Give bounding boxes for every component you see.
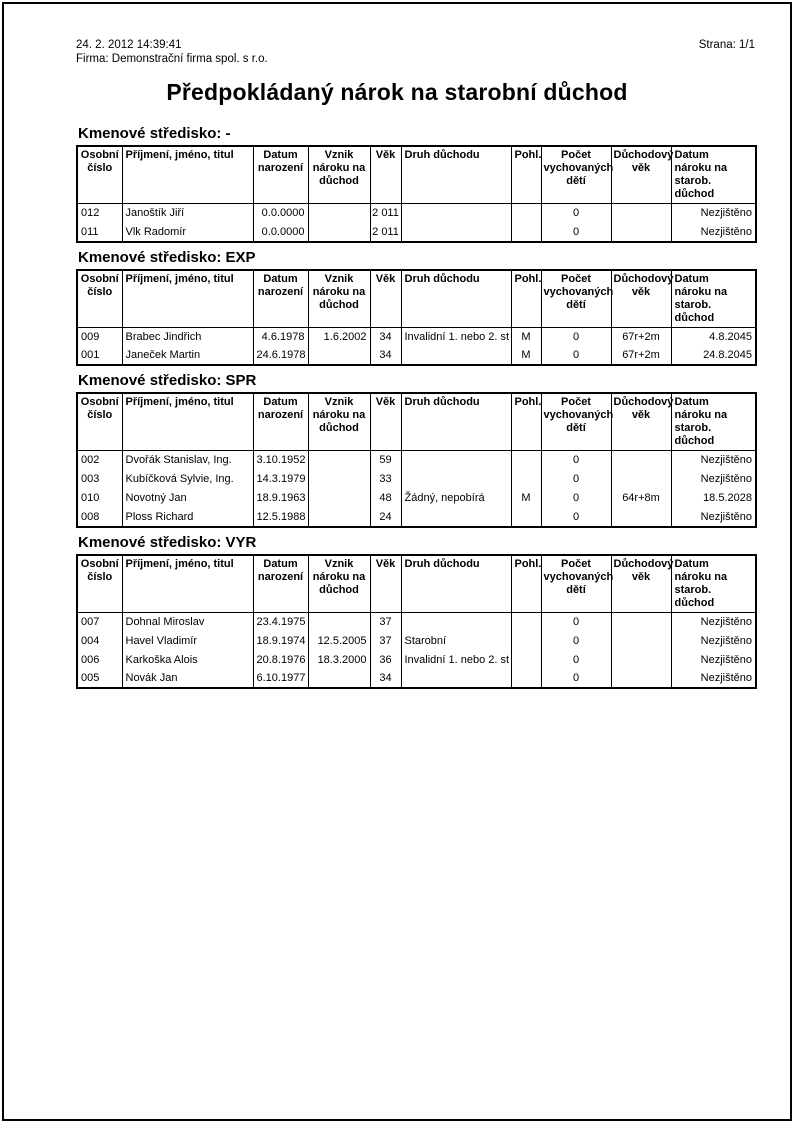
table-row [77, 612, 756, 631]
cell-retirement-age [611, 650, 671, 669]
cell-personal-number: 008 [77, 508, 122, 527]
table-row [77, 204, 756, 223]
cell-name: Vlk Radomír [122, 223, 253, 242]
cell-retirement-age [611, 451, 671, 470]
cell-name: Novotný Jan [122, 489, 253, 508]
cell-birth-date: 23.4.1975 [253, 612, 308, 631]
cell-name: Dohnal Miroslav [122, 612, 253, 631]
cell-birth-date: 18.9.1963 [253, 489, 308, 508]
cell-personal-number: 002 [77, 451, 122, 470]
cell-pension-type [401, 223, 511, 242]
column-header-old-age-claim-date: Datum nároku na starob. důchod [671, 146, 756, 204]
cell-personal-number: 009 [77, 327, 122, 346]
column-header-retirement-age: Důchodový věk [611, 393, 671, 451]
cell-pension-type [401, 204, 511, 223]
table-row [77, 650, 756, 669]
header-row [77, 270, 756, 328]
column-header-name: Příjmení, jméno, titul [122, 393, 253, 451]
cell-pension-type [401, 612, 511, 631]
pension-table [76, 269, 757, 367]
cell-claim-origin [308, 669, 370, 688]
column-header-children-raised: Počet vychovaných dětí [541, 270, 611, 328]
column-header-name: Příjmení, jméno, titul [122, 146, 253, 204]
cell-retirement-age [611, 508, 671, 527]
cell-pension-type: Invalidní 1. nebo 2. st [401, 650, 511, 669]
column-header-claim-origin: Vznik nároku na důchod [308, 393, 370, 451]
column-header-birth-date: Datum narození [253, 393, 308, 451]
page-number: Strana: 1/1 [698, 39, 755, 51]
pension-table [76, 392, 757, 528]
cell-pension-type [401, 346, 511, 365]
cell-sex [511, 223, 541, 242]
cell-sex: M [511, 327, 541, 346]
cell-claim-origin: 18.3.2000 [308, 650, 370, 669]
cell-sex: M [511, 489, 541, 508]
column-header-claim-origin: Vznik nároku na důchod [308, 146, 370, 204]
cell-claim-origin: 1.6.2002 [308, 327, 370, 346]
cell-retirement-age: 67r+2m [611, 346, 671, 365]
table-row [77, 327, 756, 346]
section-heading: Kmenové středisko: EXP [78, 248, 256, 266]
cell-age: 48 [370, 489, 401, 508]
column-header-claim-origin: Vznik nároku na důchod [308, 555, 370, 613]
cell-birth-date: 20.8.1976 [253, 650, 308, 669]
cell-children-raised: 0 [541, 223, 611, 242]
cell-age: 36 [370, 650, 401, 669]
column-header-retirement-age: Důchodový věk [611, 146, 671, 204]
cell-children-raised: 0 [541, 650, 611, 669]
table-row [77, 631, 756, 650]
cell-claim-origin [308, 470, 370, 489]
report-section [76, 125, 755, 243]
cell-age: 34 [370, 346, 401, 365]
header-row [77, 393, 756, 451]
cell-age: 37 [370, 612, 401, 631]
cell-age: 2 011 [370, 223, 401, 242]
cell-pension-type [401, 451, 511, 470]
report-sections [76, 125, 755, 689]
cell-children-raised: 0 [541, 327, 611, 346]
cell-old-age-claim-date: Nezjištěno [671, 669, 756, 688]
column-header-old-age-claim-date: Datum nároku na starob. důchod [671, 555, 756, 613]
column-header-personal-number: Osobní číslo [77, 146, 122, 204]
cell-name: Havel Vladimír [122, 631, 253, 650]
header-row [77, 555, 756, 613]
column-header-personal-number: Osobní číslo [77, 393, 122, 451]
cell-old-age-claim-date: Nezjištěno [671, 612, 756, 631]
cell-retirement-age: 67r+2m [611, 327, 671, 346]
cell-birth-date: 3.10.1952 [253, 451, 308, 470]
column-header-children-raised: Počet vychovaných dětí [541, 555, 611, 613]
cell-age: 33 [370, 470, 401, 489]
cell-pension-type: Starobní [401, 631, 511, 650]
cell-birth-date: 18.9.1974 [253, 631, 308, 650]
report-content [4, 4, 790, 689]
report-title: Předpokládaný nárok na starobní důchod [166, 79, 628, 105]
cell-claim-origin [308, 508, 370, 527]
cell-sex [511, 669, 541, 688]
cell-sex [511, 451, 541, 470]
cell-children-raised: 0 [541, 204, 611, 223]
cell-birth-date: 24.6.1978 [253, 346, 308, 365]
cell-birth-date: 0.0.0000 [253, 204, 308, 223]
cell-birth-date: 14.3.1979 [253, 470, 308, 489]
cell-name: Janeček Martin [122, 346, 253, 365]
section-heading: Kmenové středisko: VYR [78, 533, 257, 551]
cell-birth-date: 4.6.1978 [253, 327, 308, 346]
pension-table [76, 145, 757, 243]
cell-old-age-claim-date: 24.8.2045 [671, 346, 756, 365]
cell-old-age-claim-date: Nezjištěno [671, 631, 756, 650]
cell-personal-number: 007 [77, 612, 122, 631]
cell-children-raised: 0 [541, 631, 611, 650]
report-section [76, 534, 755, 690]
cell-name: Ploss Richard [122, 508, 253, 527]
cell-claim-origin [308, 612, 370, 631]
cell-personal-number: 003 [77, 470, 122, 489]
cell-children-raised: 0 [541, 451, 611, 470]
cell-personal-number: 006 [77, 650, 122, 669]
print-datetime: 24. 2. 2012 14:39:41 [76, 39, 182, 51]
table-row [77, 470, 756, 489]
cell-old-age-claim-date: Nezjištěno [671, 204, 756, 223]
cell-pension-type [401, 470, 511, 489]
cell-pension-type [401, 669, 511, 688]
cell-personal-number: 004 [77, 631, 122, 650]
table-row [77, 451, 756, 470]
column-header-age: Věk [370, 270, 401, 328]
cell-age: 37 [370, 631, 401, 650]
cell-retirement-age [611, 204, 671, 223]
pension-table [76, 554, 757, 690]
cell-claim-origin [308, 223, 370, 242]
column-header-birth-date: Datum narození [253, 146, 308, 204]
table-row [77, 223, 756, 242]
cell-children-raised: 0 [541, 508, 611, 527]
report-section [76, 372, 755, 528]
cell-age: 34 [370, 327, 401, 346]
cell-age: 2 011 [370, 204, 401, 223]
cell-personal-number: 011 [77, 223, 122, 242]
cell-sex: M [511, 346, 541, 365]
column-header-retirement-age: Důchodový věk [611, 555, 671, 613]
column-header-name: Příjmení, jméno, titul [122, 555, 253, 613]
table-row [77, 489, 756, 508]
cell-claim-origin: 12.5.2005 [308, 631, 370, 650]
column-header-sex: Pohl. [511, 555, 541, 613]
column-header-pension-type: Druh důchodu [401, 555, 511, 613]
cell-retirement-age: 64r+8m [611, 489, 671, 508]
cell-age: 34 [370, 669, 401, 688]
cell-birth-date: 6.10.1977 [253, 669, 308, 688]
cell-sex [511, 204, 541, 223]
cell-sex [511, 650, 541, 669]
cell-sex [511, 470, 541, 489]
report-header [76, 38, 755, 66]
section-heading: Kmenové středisko: - [78, 125, 231, 142]
column-header-old-age-claim-date: Datum nároku na starob. důchod [671, 270, 756, 328]
cell-sex [511, 631, 541, 650]
company-line: Firma: Demonstrační firma spol. s r.o. [76, 53, 268, 65]
column-header-pension-type: Druh důchodu [401, 393, 511, 451]
cell-children-raised: 0 [541, 612, 611, 631]
column-header-children-raised: Počet vychovaných dětí [541, 393, 611, 451]
cell-personal-number: 012 [77, 204, 122, 223]
cell-pension-type: Žádný, nepobírá [401, 489, 511, 508]
cell-birth-date: 12.5.1988 [253, 508, 308, 527]
cell-claim-origin [308, 204, 370, 223]
cell-age: 24 [370, 508, 401, 527]
column-header-children-raised: Počet vychovaných dětí [541, 146, 611, 204]
cell-name: Karkoška Alois [122, 650, 253, 669]
column-header-personal-number: Osobní číslo [77, 270, 122, 328]
cell-children-raised: 0 [541, 470, 611, 489]
cell-claim-origin [308, 489, 370, 508]
column-header-sex: Pohl. [511, 270, 541, 328]
cell-children-raised: 0 [541, 346, 611, 365]
report-section [76, 249, 755, 367]
cell-sex [511, 508, 541, 527]
cell-retirement-age [611, 470, 671, 489]
column-header-birth-date: Datum narození [253, 270, 308, 328]
cell-personal-number: 010 [77, 489, 122, 508]
cell-birth-date: 0.0.0000 [253, 223, 308, 242]
table-row [77, 346, 756, 365]
cell-old-age-claim-date: Nezjištěno [671, 223, 756, 242]
column-header-pension-type: Druh důchodu [401, 270, 511, 328]
cell-pension-type [401, 508, 511, 527]
cell-old-age-claim-date: Nezjištěno [671, 470, 756, 489]
column-header-age: Věk [370, 146, 401, 204]
column-header-sex: Pohl. [511, 146, 541, 204]
cell-personal-number: 001 [77, 346, 122, 365]
cell-name: Brabec Jindřich [122, 327, 253, 346]
header-row [77, 146, 756, 204]
column-header-age: Věk [370, 555, 401, 613]
cell-name: Janoštík Jiří [122, 204, 253, 223]
cell-sex [511, 612, 541, 631]
cell-old-age-claim-date: 4.8.2045 [671, 327, 756, 346]
report-page [2, 2, 792, 1121]
cell-name: Kubíčková Sylvie, Ing. [122, 470, 253, 489]
column-header-personal-number: Osobní číslo [77, 555, 122, 613]
cell-old-age-claim-date: Nezjištěno [671, 451, 756, 470]
column-header-retirement-age: Důchodový věk [611, 270, 671, 328]
column-header-old-age-claim-date: Datum nároku na starob. důchod [671, 393, 756, 451]
cell-children-raised: 0 [541, 489, 611, 508]
cell-claim-origin [308, 451, 370, 470]
cell-retirement-age [611, 631, 671, 650]
cell-name: Dvořák Stanislav, Ing. [122, 451, 253, 470]
column-header-name: Příjmení, jméno, titul [122, 270, 253, 328]
column-header-age: Věk [370, 393, 401, 451]
cell-old-age-claim-date: Nezjištěno [671, 650, 756, 669]
column-header-sex: Pohl. [511, 393, 541, 451]
cell-age: 59 [370, 451, 401, 470]
table-row [77, 508, 756, 527]
cell-personal-number: 005 [77, 669, 122, 688]
column-header-pension-type: Druh důchodu [401, 146, 511, 204]
column-header-claim-origin: Vznik nároku na důchod [308, 270, 370, 328]
cell-retirement-age [611, 223, 671, 242]
cell-pension-type: Invalidní 1. nebo 2. st [401, 327, 511, 346]
section-heading: Kmenové středisko: SPR [78, 372, 257, 389]
cell-retirement-age [611, 669, 671, 688]
column-header-birth-date: Datum narození [253, 555, 308, 613]
cell-children-raised: 0 [541, 669, 611, 688]
cell-old-age-claim-date: 18.5.2028 [671, 489, 756, 508]
cell-claim-origin [308, 346, 370, 365]
cell-retirement-age [611, 612, 671, 631]
cell-old-age-claim-date: Nezjištěno [671, 508, 756, 527]
table-row [77, 669, 756, 688]
cell-name: Novák Jan [122, 669, 253, 688]
report-header-left [76, 38, 268, 66]
